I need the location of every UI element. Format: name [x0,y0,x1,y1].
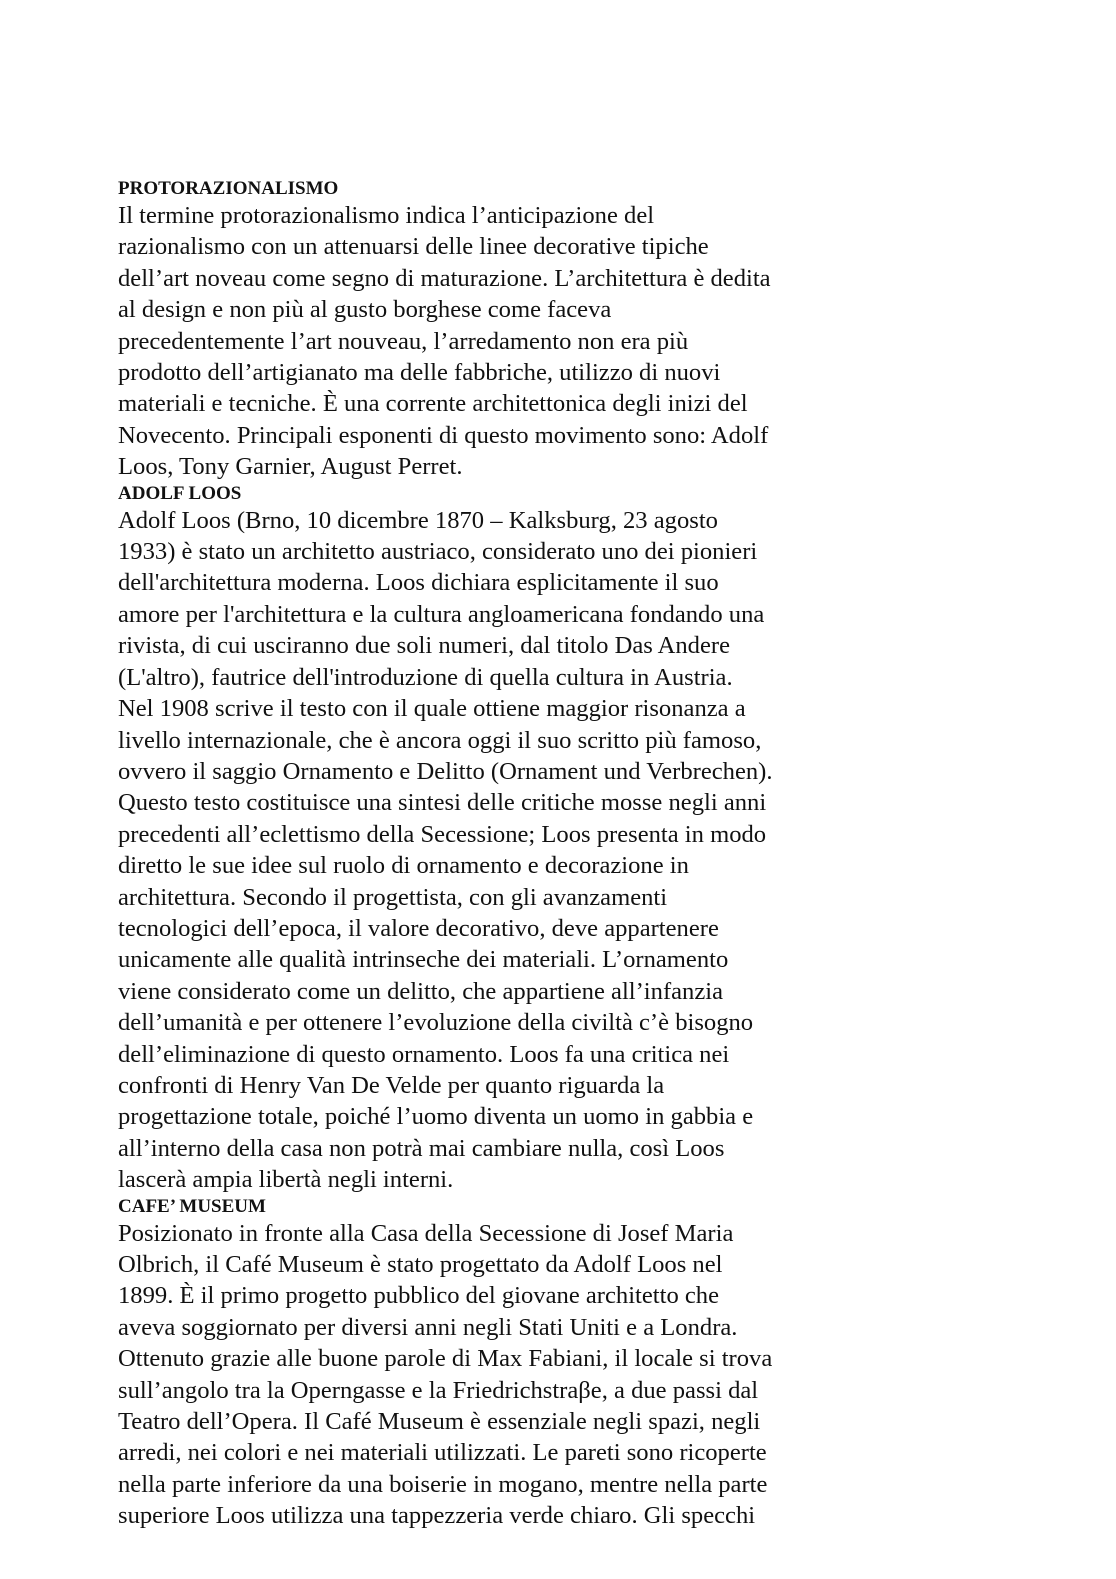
text-line: Novecento. Principali esponenti di questo movimento sono: Adolf [118,421,769,449]
text-line: 1899. È il primo progetto pubblico del giovane architetto che [118,1282,720,1310]
section-adolf-loos [118,483,848,1196]
section-body [118,505,848,1196]
text-line: Nel 1908 scrive il testo con il quale ottiene maggior risonanza a [118,695,746,723]
text-line: Teatro dell’Opera. Il Café Museum è essenziale negli spazi, negli [118,1408,761,1436]
text-line: viene considerato come un delitto, che appartiene all’infanzia [118,977,724,1005]
text-line: all’interno della casa non potrà mai cambiare nulla, così Loos [118,1134,725,1162]
section-protorazionalismo [118,178,848,483]
document-page [118,178,848,1532]
section-body [118,200,848,483]
section-heading: ADOLF LOOS [118,482,242,504]
section-heading: PROTORAZIONALISMO [118,178,339,199]
text-line: dell'architettura moderna. Loos dichiara esplicitamente il suo [118,569,719,597]
text-line: precedentemente l’art nouveau, l’arredamento non era più [118,327,689,355]
text-line: Il termine protorazionalismo indica l’anticipazione del [118,202,655,229]
text-line: Loos, Tony Garnier, August Perret. [118,453,463,481]
text-line: Questo testo costituisce una sintesi delle critiche mosse negli anni [118,789,767,817]
text-line: superiore Loos utilizza una tappezzeria verde chiaro. Gli specchi [118,1502,756,1530]
text-line: rivista, di cui usciranno due soli numeri, dal titolo Das Andere [118,632,730,660]
section-body [118,1218,848,1532]
text-line: materiali e tecniche. È una corrente architettonica degli inizi del [118,390,748,418]
text-line: aveva soggiornato per diversi anni negli Stati Uniti e a Londra. [118,1313,738,1341]
text-line: nella parte inferiore da una boiserie in mogano, mentre nella parte [118,1470,768,1498]
text-line: lascerà ampia libertà negli interni. [118,1166,454,1194]
text-line: al design e non più al gusto borghese come faceva [118,296,612,324]
text-line: dell’art noveau come segno di maturazione. L’architettura è dedita [118,264,771,292]
section-cafe-museum [118,1196,848,1532]
text-line: dell’eliminazione di questo ornamento. Loos fa una critica nei [118,1040,730,1068]
text-line: Ottenuto grazie alle buone parole di Max Fabiani, il locale si trova [118,1345,773,1373]
text-line: (L'altro), fautrice dell'introduzione di quella cultura in Austria. [118,663,733,691]
text-line: ovvero il saggio Ornamento e Delitto (Ornament und Verbrechen). [118,757,773,785]
text-line: 1933) è stato un architetto austriaco, considerato uno dei pionieri [118,538,758,566]
text-line: Adolf Loos (Brno, 10 dicembre 1870 – Kalksburg, 23 agosto [118,506,718,534]
text-line: architettura. Secondo il progettista, con gli avanzamenti [118,883,668,911]
text-line: livello internazionale, che è ancora oggi il suo scritto più famoso, [118,726,762,754]
text-line: dell’umanità e per ottenere l’evoluzione della civiltà c’è bisogno [118,1009,754,1037]
text-line: prodotto dell’artigianato ma delle fabbriche, utilizzo di nuovi [118,359,721,387]
text-line: Olbrich, il Café Museum è stato progettato da Adolf Loos nel [118,1251,723,1278]
text-line: confronti di Henry Van De Velde per quanto riguarda la [118,1071,665,1099]
text-line: tecnologici dell’epoca, il valore decorativo, deve appartenere [118,914,719,942]
text-line: precedenti all’eclettismo della Secessione; Loos presenta in modo [118,820,767,848]
section-heading: CAFE’ MUSEUM [118,1195,266,1217]
text-line: razionalismo con un attenuarsi delle linee decorative tipiche [118,233,709,261]
text-line: arredi, nei colori e nei materiali utilizzati. Le pareti sono ricoperte [118,1439,767,1467]
text-line: unicamente alle qualità intrinseche dei materiali. L’ornamento [118,946,729,974]
text-line: Posizionato in fronte alla Casa della Secessione di Josef Maria [118,1219,734,1247]
text-line: amore per l'architettura e la cultura angloamericana fondando una [118,600,765,628]
text-line: progettazione totale, poiché l’uomo diventa un uomo in gabbia e [118,1103,754,1131]
text-line: sull’angolo tra la Operngasse e la Friedrichstraβe, a due passi dal [118,1376,759,1404]
text-line: diretto le sue idee sul ruolo di ornamento e decorazione in [118,852,689,880]
